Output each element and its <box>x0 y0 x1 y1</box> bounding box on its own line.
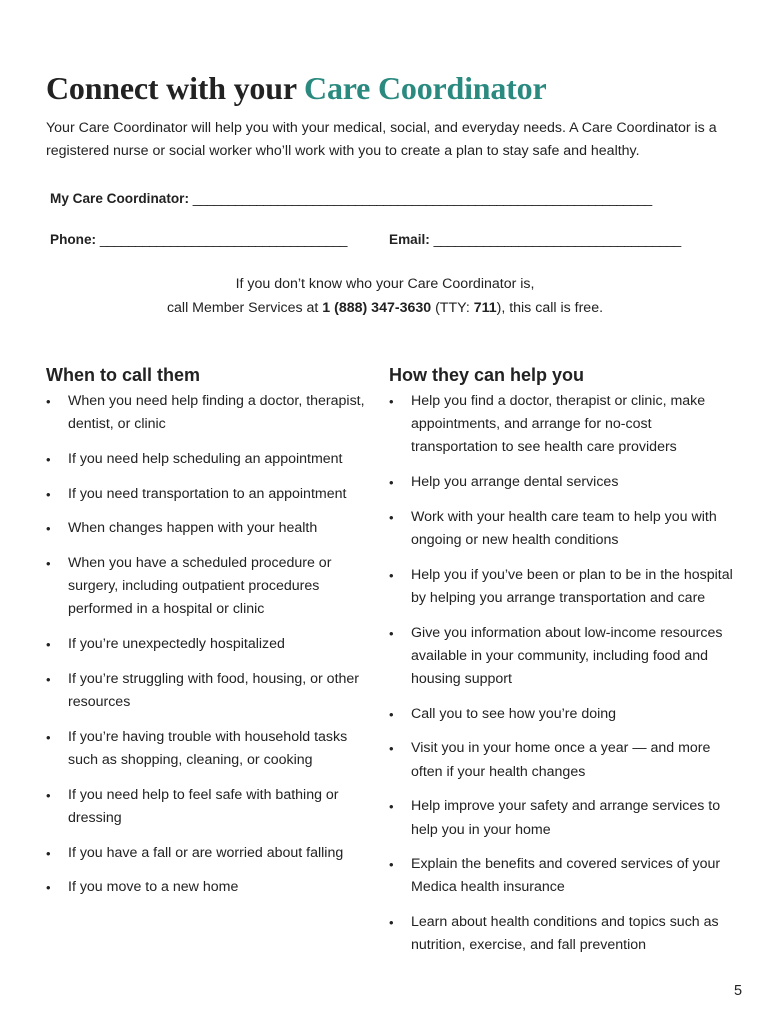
list-item-text: When you need help finding a doctor, therapist, dentist, or clinic <box>68 393 365 433</box>
bullet-icon: • <box>46 671 51 687</box>
tty-number: 711 <box>473 299 497 316</box>
bullet-icon: • <box>389 509 394 525</box>
list-item-text: Learn about health conditions and topics such as nutrition, exercise, and fall prevention <box>411 914 719 954</box>
list-item <box>46 726 366 772</box>
email-line: ___________________________________ <box>433 232 681 247</box>
list-item <box>389 911 734 957</box>
list-item-text: Help improve your safety and arrange services to help you in your home <box>411 798 721 838</box>
bullet-icon: • <box>46 637 51 653</box>
list-item <box>46 483 366 506</box>
list-item <box>46 668 366 714</box>
list-item-text: When changes happen with your health <box>68 520 318 537</box>
list-item-text: Explain the benefits and covered services of your Medica health insurance <box>411 856 721 896</box>
list-item-text: Help you arrange dental services <box>411 474 619 491</box>
list-item-text: If you need help scheduling an appointment <box>68 450 343 467</box>
bullet-icon: • <box>46 845 51 861</box>
bullet-icon: • <box>46 729 51 745</box>
list-item <box>389 795 734 841</box>
list-item-text: Call you to see how you’re doing <box>411 705 617 722</box>
list-item <box>389 390 734 460</box>
bullet-icon: • <box>46 880 51 896</box>
bullet-icon: • <box>389 475 394 491</box>
phone-label: Phone: <box>50 232 97 247</box>
notice-line2 <box>0 297 770 321</box>
bullet-icon: • <box>389 799 394 815</box>
when-to-call-list <box>46 390 366 899</box>
list-item <box>389 506 734 552</box>
list-item-text: When you have a scheduled procedure or surgery, including outpatient procedures performed in a hospital or clinic <box>68 555 332 618</box>
member-services-notice <box>0 273 770 320</box>
bullet-icon: • <box>389 915 394 931</box>
when-to-call-section <box>46 365 366 911</box>
list-item <box>46 448 366 471</box>
coordinator-field <box>50 191 652 206</box>
list-item <box>389 471 734 494</box>
list-item <box>389 737 734 783</box>
list-item-text: If you’re having trouble with household tasks such as shopping, cleaning, or cooking <box>68 728 348 768</box>
list-item <box>389 564 734 610</box>
coordinator-line: _________________________________________________________________ <box>192 191 652 206</box>
page-number: 5 <box>734 983 743 999</box>
title-accent: Care Coordinator <box>304 70 547 106</box>
notice-suffix: ), this call is free. <box>496 299 604 316</box>
bullet-icon: • <box>46 451 51 467</box>
list-item-text: If you’re struggling with food, housing, or other resources <box>68 670 360 711</box>
bullet-icon: • <box>46 787 51 803</box>
how-they-help-list <box>389 390 734 958</box>
list-item <box>389 853 734 899</box>
list-item-text: Work with your health care team to help you with ongoing or new health conditions <box>411 508 717 549</box>
page-title <box>46 70 546 107</box>
bullet-icon: • <box>389 741 394 757</box>
list-item <box>389 622 734 692</box>
bullet-icon: • <box>46 486 51 502</box>
email-label: Email: <box>389 232 430 247</box>
list-item-text: If you move to a new home <box>68 879 239 896</box>
phone-field <box>50 232 347 247</box>
notice-prefix: call Member Services at <box>166 299 323 316</box>
intro-text: Your Care Coordinator will help you with your medical, social, and everyday needs. A Care Coordinator is a registered nurse or social worker who’ll work with you to create a plan to stay safe and healthy. <box>46 120 717 159</box>
list-item <box>46 552 366 622</box>
bullet-icon: • <box>46 394 51 409</box>
list-item-text: If you need transportation to an appointment <box>68 485 347 502</box>
list-item-text: If you have a fall or are worried about falling <box>68 844 344 861</box>
list-item <box>389 703 734 726</box>
list-item-text: Give you information about low-income resources available in your community, including food and housing support <box>411 624 723 688</box>
list-item <box>46 784 366 830</box>
title-part1: Connect with your <box>46 70 305 106</box>
list-item-text: If you need help to feel safe with bathing or dressing <box>68 786 339 826</box>
how-they-help-heading: How they can help you <box>389 365 585 385</box>
list-item-text: Help you if you’ve been or plan to be in the hospital by helping you arrange transportation and care <box>411 566 733 606</box>
email-field <box>389 232 681 247</box>
bullet-icon: • <box>46 521 51 537</box>
list-item-text: Help you find a doctor, therapist or clinic, make appointments, and arrange for no-cost transportation to see health care providers <box>411 393 706 456</box>
list-item <box>46 633 366 656</box>
bullet-icon: • <box>389 857 394 873</box>
tty-open: (TTY: <box>431 299 474 316</box>
notice-line1: If you don’t know who your Care Coordinator is, <box>235 276 535 292</box>
list-item <box>46 876 366 899</box>
member-services-phone: 1 (888) 347-3630 <box>322 299 432 316</box>
bullet-icon: • <box>389 567 394 583</box>
how-they-help-section <box>389 365 734 969</box>
phone-line: ___________________________________ <box>99 232 347 247</box>
list-item-text: Visit you in your home once a year — and more often if your health changes <box>411 740 711 780</box>
coordinator-label: My Care Coordinator: <box>50 191 189 206</box>
list-item <box>46 390 366 436</box>
bullet-icon: • <box>389 625 394 641</box>
bullet-icon: • <box>389 706 394 722</box>
list-item <box>46 517 366 540</box>
bullet-icon: • <box>389 394 394 409</box>
bullet-icon: • <box>46 556 51 572</box>
list-item <box>46 842 366 865</box>
when-to-call-heading: When to call them <box>46 365 201 385</box>
list-item-text: If you’re unexpectedly hospitalized <box>68 636 285 653</box>
